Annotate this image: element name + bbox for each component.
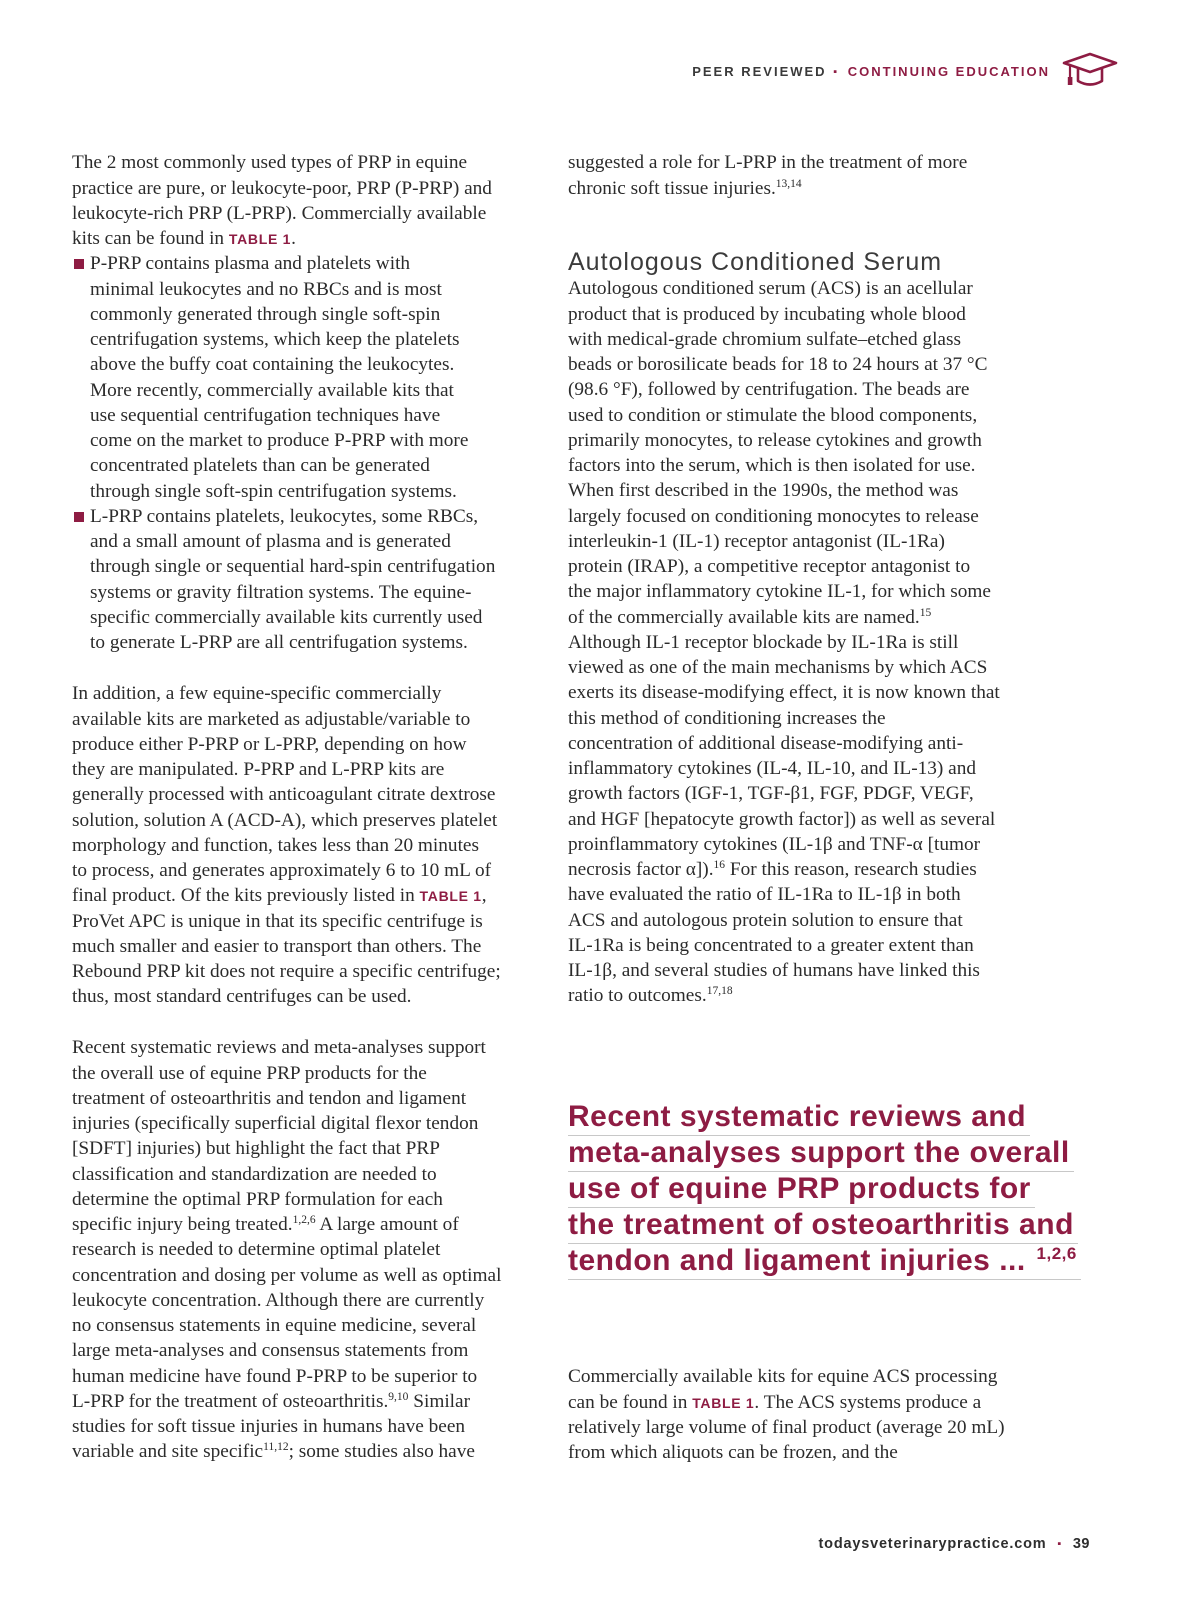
text-line bbox=[72, 883, 501, 908]
text-line: P-PRP contains plasma and platelets with bbox=[90, 253, 411, 275]
text-line: the overall use of equine PRP products for the bbox=[72, 1062, 427, 1084]
text-line: In addition, a few equine-specific commercially bbox=[72, 683, 442, 705]
text-line bbox=[568, 176, 967, 201]
text-line: and a small amount of plasma and is generated bbox=[90, 531, 451, 553]
text-line: interleukin-1 (IL-1) receptor antagonist (IL-1Ra) bbox=[568, 530, 945, 552]
bullet-item bbox=[72, 251, 522, 504]
text-line: studies for soft tissue injuries in humans have been bbox=[72, 1416, 466, 1438]
citation-superscript: 9,10 bbox=[388, 1390, 409, 1403]
text-run: chronic soft tissue injuries. bbox=[568, 177, 776, 199]
pull-quote-line: the treatment of osteoarthritis and bbox=[568, 1208, 1078, 1244]
text-line: exerts its disease-modifying effect, it is now known that bbox=[568, 682, 1000, 704]
citation-superscript: 13,14 bbox=[775, 177, 802, 190]
text-line: (98.6 °F), followed by centrifugation. The beads are bbox=[568, 379, 970, 401]
text-line: they are manipulated. P-PRP and L-PRP kits are bbox=[72, 759, 445, 781]
text-line: ProVet APC is unique in that its specific centrifuge is bbox=[72, 910, 483, 932]
bullet-text bbox=[90, 504, 522, 656]
text-line: used to condition or stimulate the blood components, bbox=[568, 404, 978, 426]
text-line: from which aliquots can be frozen, and the bbox=[568, 1442, 898, 1464]
text-line bbox=[568, 605, 1000, 630]
text-line: growth factors (IGF-1, TGF-β1, FGF, PDGF, VEGF, bbox=[568, 783, 974, 805]
text-line: and HGF [hepatocyte growth factor]) as well as several bbox=[568, 808, 996, 830]
text-line: commonly generated through single soft-spin bbox=[90, 303, 441, 325]
text-line: When first described in the 1990s, the method was bbox=[568, 480, 959, 502]
text-line: no consensus statements in equine medicine, several bbox=[72, 1315, 477, 1337]
text-line: available kits are marketed as adjustable/variable to bbox=[72, 708, 471, 730]
text-run: tendon and ligament injuries ... bbox=[568, 1244, 1035, 1277]
text-line: have evaluated the ratio of IL-1Ra to IL-1β in both bbox=[568, 884, 961, 906]
running-header bbox=[692, 63, 1050, 81]
text-line: More recently, commercially available kits that bbox=[90, 379, 454, 401]
text-run: L-PRP for the treatment of osteoarthritis. bbox=[72, 1390, 389, 1412]
text-line: leukocyte concentration. Although there are currently bbox=[72, 1289, 485, 1311]
paragraph bbox=[568, 276, 1000, 1008]
text-line bbox=[568, 1390, 1005, 1415]
continued-paragraph bbox=[568, 150, 967, 201]
text-line: primarily monocytes, to release cytokines and growth bbox=[568, 429, 982, 451]
text-run: For this reason, research studies bbox=[725, 859, 977, 881]
citation-superscript: 15 bbox=[919, 606, 932, 619]
text-run: specific injury being treated. bbox=[72, 1214, 293, 1236]
paragraph bbox=[72, 681, 501, 1009]
text-line: The 2 most commonly used types of PRP in equine bbox=[72, 152, 468, 174]
text-line bbox=[72, 1439, 501, 1464]
text-line: thus, most standard centrifuges can be used. bbox=[72, 986, 412, 1008]
text-line bbox=[72, 1212, 501, 1237]
text-line: largely focused on conditioning monocytes to release bbox=[568, 505, 979, 527]
text-run: necrosis factor α]). bbox=[568, 859, 714, 881]
text-line: morphology and function, takes less than 20 minutes bbox=[72, 834, 479, 856]
text-line: with medical-grade chromium sulfate–etched glass bbox=[568, 328, 961, 350]
bullet-text bbox=[90, 251, 522, 504]
text-line: injuries (specifically superficial digital flexor tendon bbox=[72, 1113, 479, 1135]
bullet-item bbox=[72, 504, 522, 656]
text-run: Similar bbox=[408, 1390, 471, 1412]
text-line: ACS and autologous protein solution to ensure that bbox=[568, 909, 963, 931]
text-run: A large amount of bbox=[315, 1214, 459, 1236]
intro-paragraph bbox=[72, 150, 492, 251]
text-line: Commercially available kits for equine ACS processing bbox=[568, 1366, 998, 1388]
text-run: ; some studies also have bbox=[288, 1441, 475, 1463]
text-line: use sequential centrifugation techniques have bbox=[90, 404, 441, 426]
page-footer bbox=[819, 1535, 1090, 1553]
text-line: Autologous conditioned serum (ACS) is an acellular bbox=[568, 278, 973, 300]
text-run: , bbox=[481, 885, 487, 907]
text-line bbox=[568, 983, 1000, 1008]
continuing-education-label: CONTINUING EDUCATION bbox=[847, 64, 1050, 79]
bullet-marker bbox=[74, 259, 84, 269]
table-reference: TABLE 1 bbox=[692, 1394, 755, 1411]
pull-quote-line bbox=[568, 1244, 1081, 1280]
text-run: can be found in bbox=[568, 1391, 693, 1413]
text-line: L-PRP contains platelets, leukocytes, some RBCs, bbox=[90, 505, 479, 527]
text-line: produce either P-PRP or L-PRP, depending on how bbox=[72, 733, 467, 755]
text-line: leukocyte-rich PRP (L-PRP). Commercially available bbox=[72, 202, 487, 224]
peer-reviewed-label: PEER REVIEWED bbox=[692, 64, 827, 79]
pull-quote-line: use of equine PRP products for bbox=[568, 1172, 1035, 1208]
citation-superscript: 1,2,6 bbox=[1036, 1244, 1077, 1263]
text-line: suggested a role for L-PRP in the treatment of more bbox=[568, 152, 968, 174]
text-line: inflammatory cytokines (IL-4, IL-10, and IL-13) and bbox=[568, 758, 976, 780]
bullet-list bbox=[72, 251, 522, 655]
footer-separator: ▪ bbox=[1057, 1538, 1063, 1550]
text-line bbox=[568, 857, 1000, 882]
text-line: relatively large volume of final product (average 20 mL) bbox=[568, 1416, 1005, 1438]
text-line: protein (IRAP), a competitive receptor antagonist to bbox=[568, 556, 971, 578]
text-line: to generate L-PRP are all centrifugation systems. bbox=[90, 632, 468, 654]
text-run: . The ACS systems produce a bbox=[754, 1391, 982, 1413]
text-line: the major inflammatory cytokine IL-1, for which some bbox=[568, 581, 991, 603]
text-line: specific commercially available kits currently used bbox=[90, 606, 483, 628]
graduation-cap-icon bbox=[1062, 51, 1118, 89]
paragraph bbox=[568, 1364, 1005, 1465]
text-run: kits can be found in bbox=[72, 228, 229, 250]
pull-quote bbox=[568, 1100, 1081, 1280]
citation-superscript: 11,12 bbox=[263, 1441, 289, 1454]
text-line: research is needed to determine optimal platelet bbox=[72, 1239, 441, 1261]
paragraph bbox=[72, 1035, 501, 1464]
text-line: Although IL-1 receptor blockade by IL-1Ra is still bbox=[568, 631, 959, 653]
text-line: concentration of additional disease-modifying anti- bbox=[568, 732, 964, 754]
text-line: much smaller and easier to transport than others. The bbox=[72, 935, 482, 957]
text-line: to process, and generates approximately 6 to 10 mL of bbox=[72, 860, 492, 882]
text-run: final product. Of the kits previously listed in bbox=[72, 885, 420, 907]
text-line bbox=[72, 1389, 501, 1414]
page-number: 39 bbox=[1072, 1536, 1090, 1552]
text-line: concentrated platelets than can be generated bbox=[90, 455, 430, 477]
text-line: beads or borosilicate beads for 18 to 24 hours at 37 °C bbox=[568, 354, 988, 376]
header-separator: ▪ bbox=[833, 66, 840, 78]
text-line bbox=[72, 226, 492, 251]
text-run: of the commercially available kits are named. bbox=[568, 606, 920, 628]
table-reference: TABLE 1 bbox=[419, 888, 482, 905]
pull-quote-line: meta-analyses support the overall bbox=[568, 1136, 1074, 1172]
text-run: . bbox=[291, 228, 296, 250]
text-line: proinflammatory cytokines (IL-1β and TNF-α [tumor bbox=[568, 833, 981, 855]
citation-superscript: 16 bbox=[713, 859, 726, 872]
text-line: through single soft-spin centrifugation systems. bbox=[90, 480, 457, 502]
text-line: this method of conditioning increases the bbox=[568, 707, 886, 729]
text-line: through single or sequential hard-spin centrifugation bbox=[90, 556, 496, 578]
text-line: IL-1Ra is being concentrated to a greater extent than bbox=[568, 934, 974, 956]
text-line: minimal leukocytes and no RBCs and is most bbox=[90, 278, 442, 300]
text-line: practice are pure, or leukocyte-poor, PRP (P-PRP) and bbox=[72, 177, 492, 199]
citation-superscript: 1,2,6 bbox=[292, 1214, 316, 1227]
pull-quote-line: Recent systematic reviews and bbox=[568, 1100, 1030, 1136]
text-line: human medicine have found P-PRP to be superior to bbox=[72, 1365, 478, 1387]
text-line: Rebound PRP kit does not require a specific centrifuge; bbox=[72, 961, 501, 983]
text-line: factors into the serum, which is then isolated for use. bbox=[568, 455, 976, 477]
text-line: [SDFT] injuries) but highlight the fact that PRP bbox=[72, 1138, 440, 1160]
text-run: ratio to outcomes. bbox=[568, 985, 707, 1007]
text-line: large meta-analyses and consensus statements from bbox=[72, 1340, 469, 1362]
table-reference: TABLE 1 bbox=[228, 231, 292, 248]
text-run: variable and site specific bbox=[72, 1441, 264, 1463]
text-line: product that is produced by incubating whole blood bbox=[568, 303, 966, 325]
text-line: Recent systematic reviews and meta-analyses support bbox=[72, 1037, 486, 1059]
text-line: above the buffy coat containing the leukocytes. bbox=[90, 354, 455, 376]
section-heading: Autologous Conditioned Serum bbox=[568, 248, 943, 276]
text-line: centrifugation systems, which keep the platelets bbox=[90, 329, 460, 351]
website-url: todaysveterinarypractice.com bbox=[818, 1536, 1047, 1552]
bullet-marker bbox=[74, 512, 84, 522]
text-line: solution, solution A (ACD-A), which preserves platelet bbox=[72, 809, 498, 831]
text-line: treatment of osteoarthritis and tendon and ligament bbox=[72, 1087, 467, 1109]
text-line: determine the optimal PRP formulation for each bbox=[72, 1188, 443, 1210]
text-line: come on the market to produce P-PRP with more bbox=[90, 430, 469, 452]
text-line: concentration and dosing per volume as well as optimal bbox=[72, 1264, 502, 1286]
text-line: systems or gravity filtration systems. The equine- bbox=[90, 581, 472, 603]
citation-superscript: 17,18 bbox=[706, 985, 733, 998]
text-line: viewed as one of the main mechanisms by which ACS bbox=[568, 657, 988, 679]
text-line: IL-1β, and several studies of humans have linked this bbox=[568, 960, 980, 982]
text-line: generally processed with anticoagulant citrate dextrose bbox=[72, 784, 496, 806]
text-line: classification and standardization are needed to bbox=[72, 1163, 437, 1185]
